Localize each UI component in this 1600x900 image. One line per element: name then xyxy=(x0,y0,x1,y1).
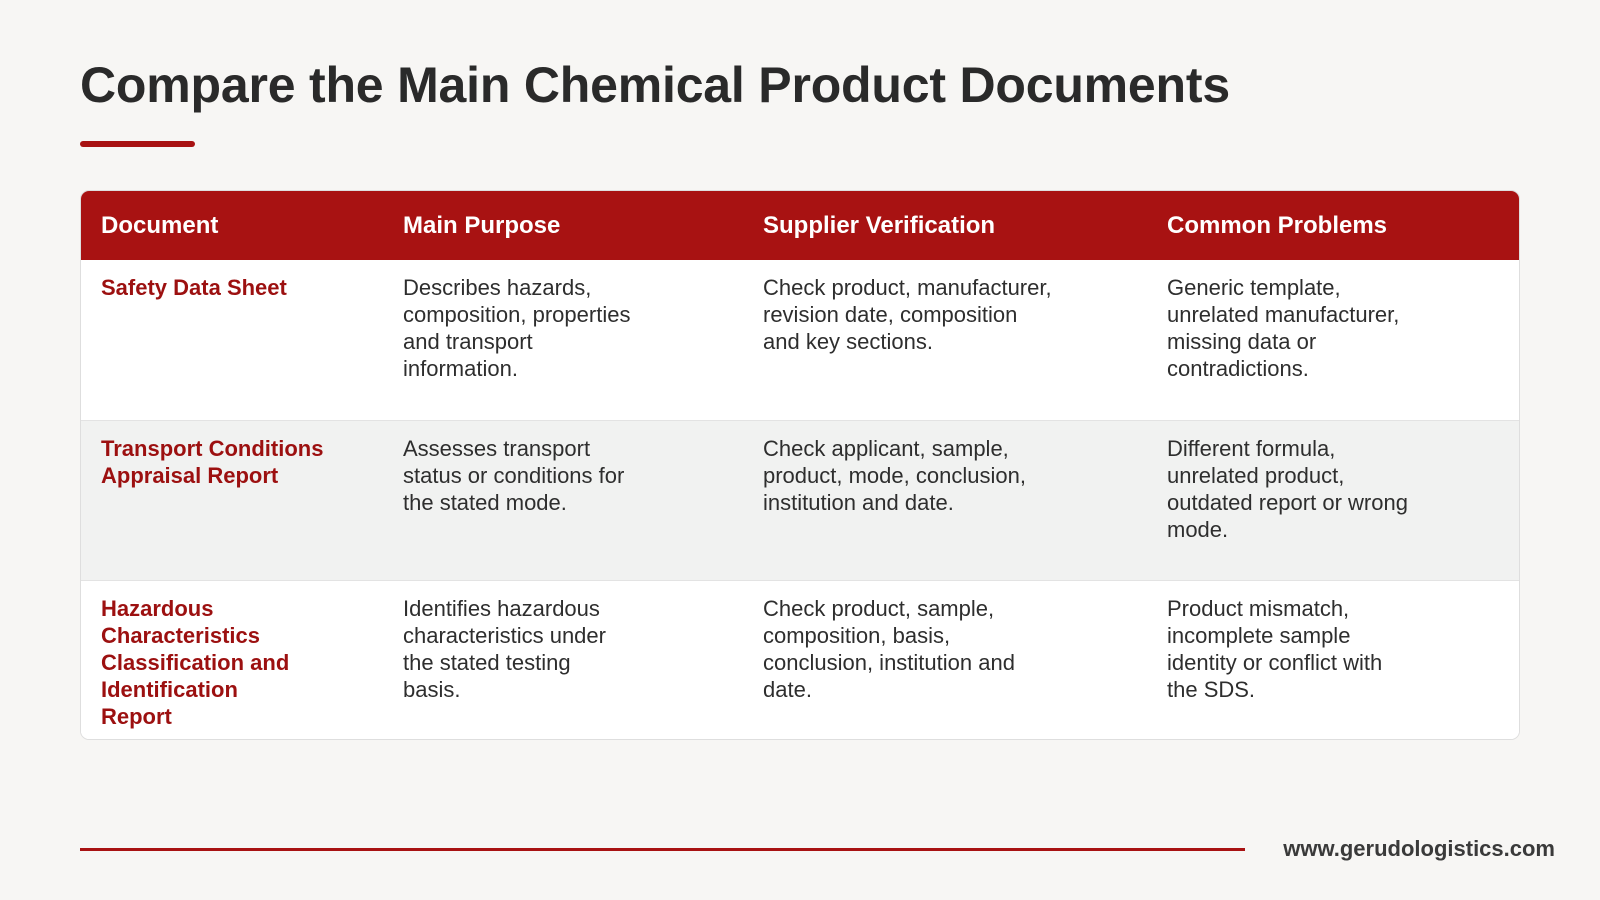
header-document: Document xyxy=(101,212,219,239)
table-header-row xyxy=(81,191,1519,260)
common-problems-cell: Product mismatch, incomplete sample identity or conflict with the SDS. xyxy=(1167,596,1383,702)
header-supplier-verification: Supplier Verification xyxy=(763,212,996,239)
supplier-verification-cell: Check product, manufacturer, revision date, composition and key sections. xyxy=(763,275,1052,354)
supplier-verification-cell: Check applicant, sample, product, mode, conclusion, institution and date. xyxy=(763,436,1026,515)
footer-divider xyxy=(80,848,1245,851)
main-purpose-cell: Identifies hazardous characteristics under the stated testing basis. xyxy=(403,596,606,702)
page-title: Compare the Main Chemical Product Documents xyxy=(80,57,1230,113)
document-name-cell: Transport Conditions Appraisal Report xyxy=(101,436,324,488)
main-purpose-cell: Describes hazards, composition, properties and transport information. xyxy=(403,275,631,381)
table-row xyxy=(81,260,1519,420)
header-common-problems: Common Problems xyxy=(1167,212,1388,239)
main-purpose-cell: Assesses transport status or conditions for the stated mode. xyxy=(403,436,625,515)
common-problems-cell: Generic template, unrelated manufacturer, missing data or contradictions. xyxy=(1167,275,1400,381)
title-accent-bar xyxy=(80,141,195,147)
table-row xyxy=(81,580,1519,740)
table-row xyxy=(81,420,1519,580)
document-name-cell: Hazardous Characteristics Classification and Identification Report xyxy=(101,596,290,729)
header-main-purpose: Main Purpose xyxy=(403,212,561,239)
footer-website-link[interactable]: www.gerudologistics.com xyxy=(1283,836,1555,861)
document-name-cell: Safety Data Sheet xyxy=(101,275,287,300)
supplier-verification-cell: Check product, sample, composition, basis, conclusion, institution and date. xyxy=(763,596,1015,702)
comparison-table xyxy=(80,190,1520,740)
common-problems-cell: Different formula, unrelated product, outdated report or wrong mode. xyxy=(1167,436,1408,542)
